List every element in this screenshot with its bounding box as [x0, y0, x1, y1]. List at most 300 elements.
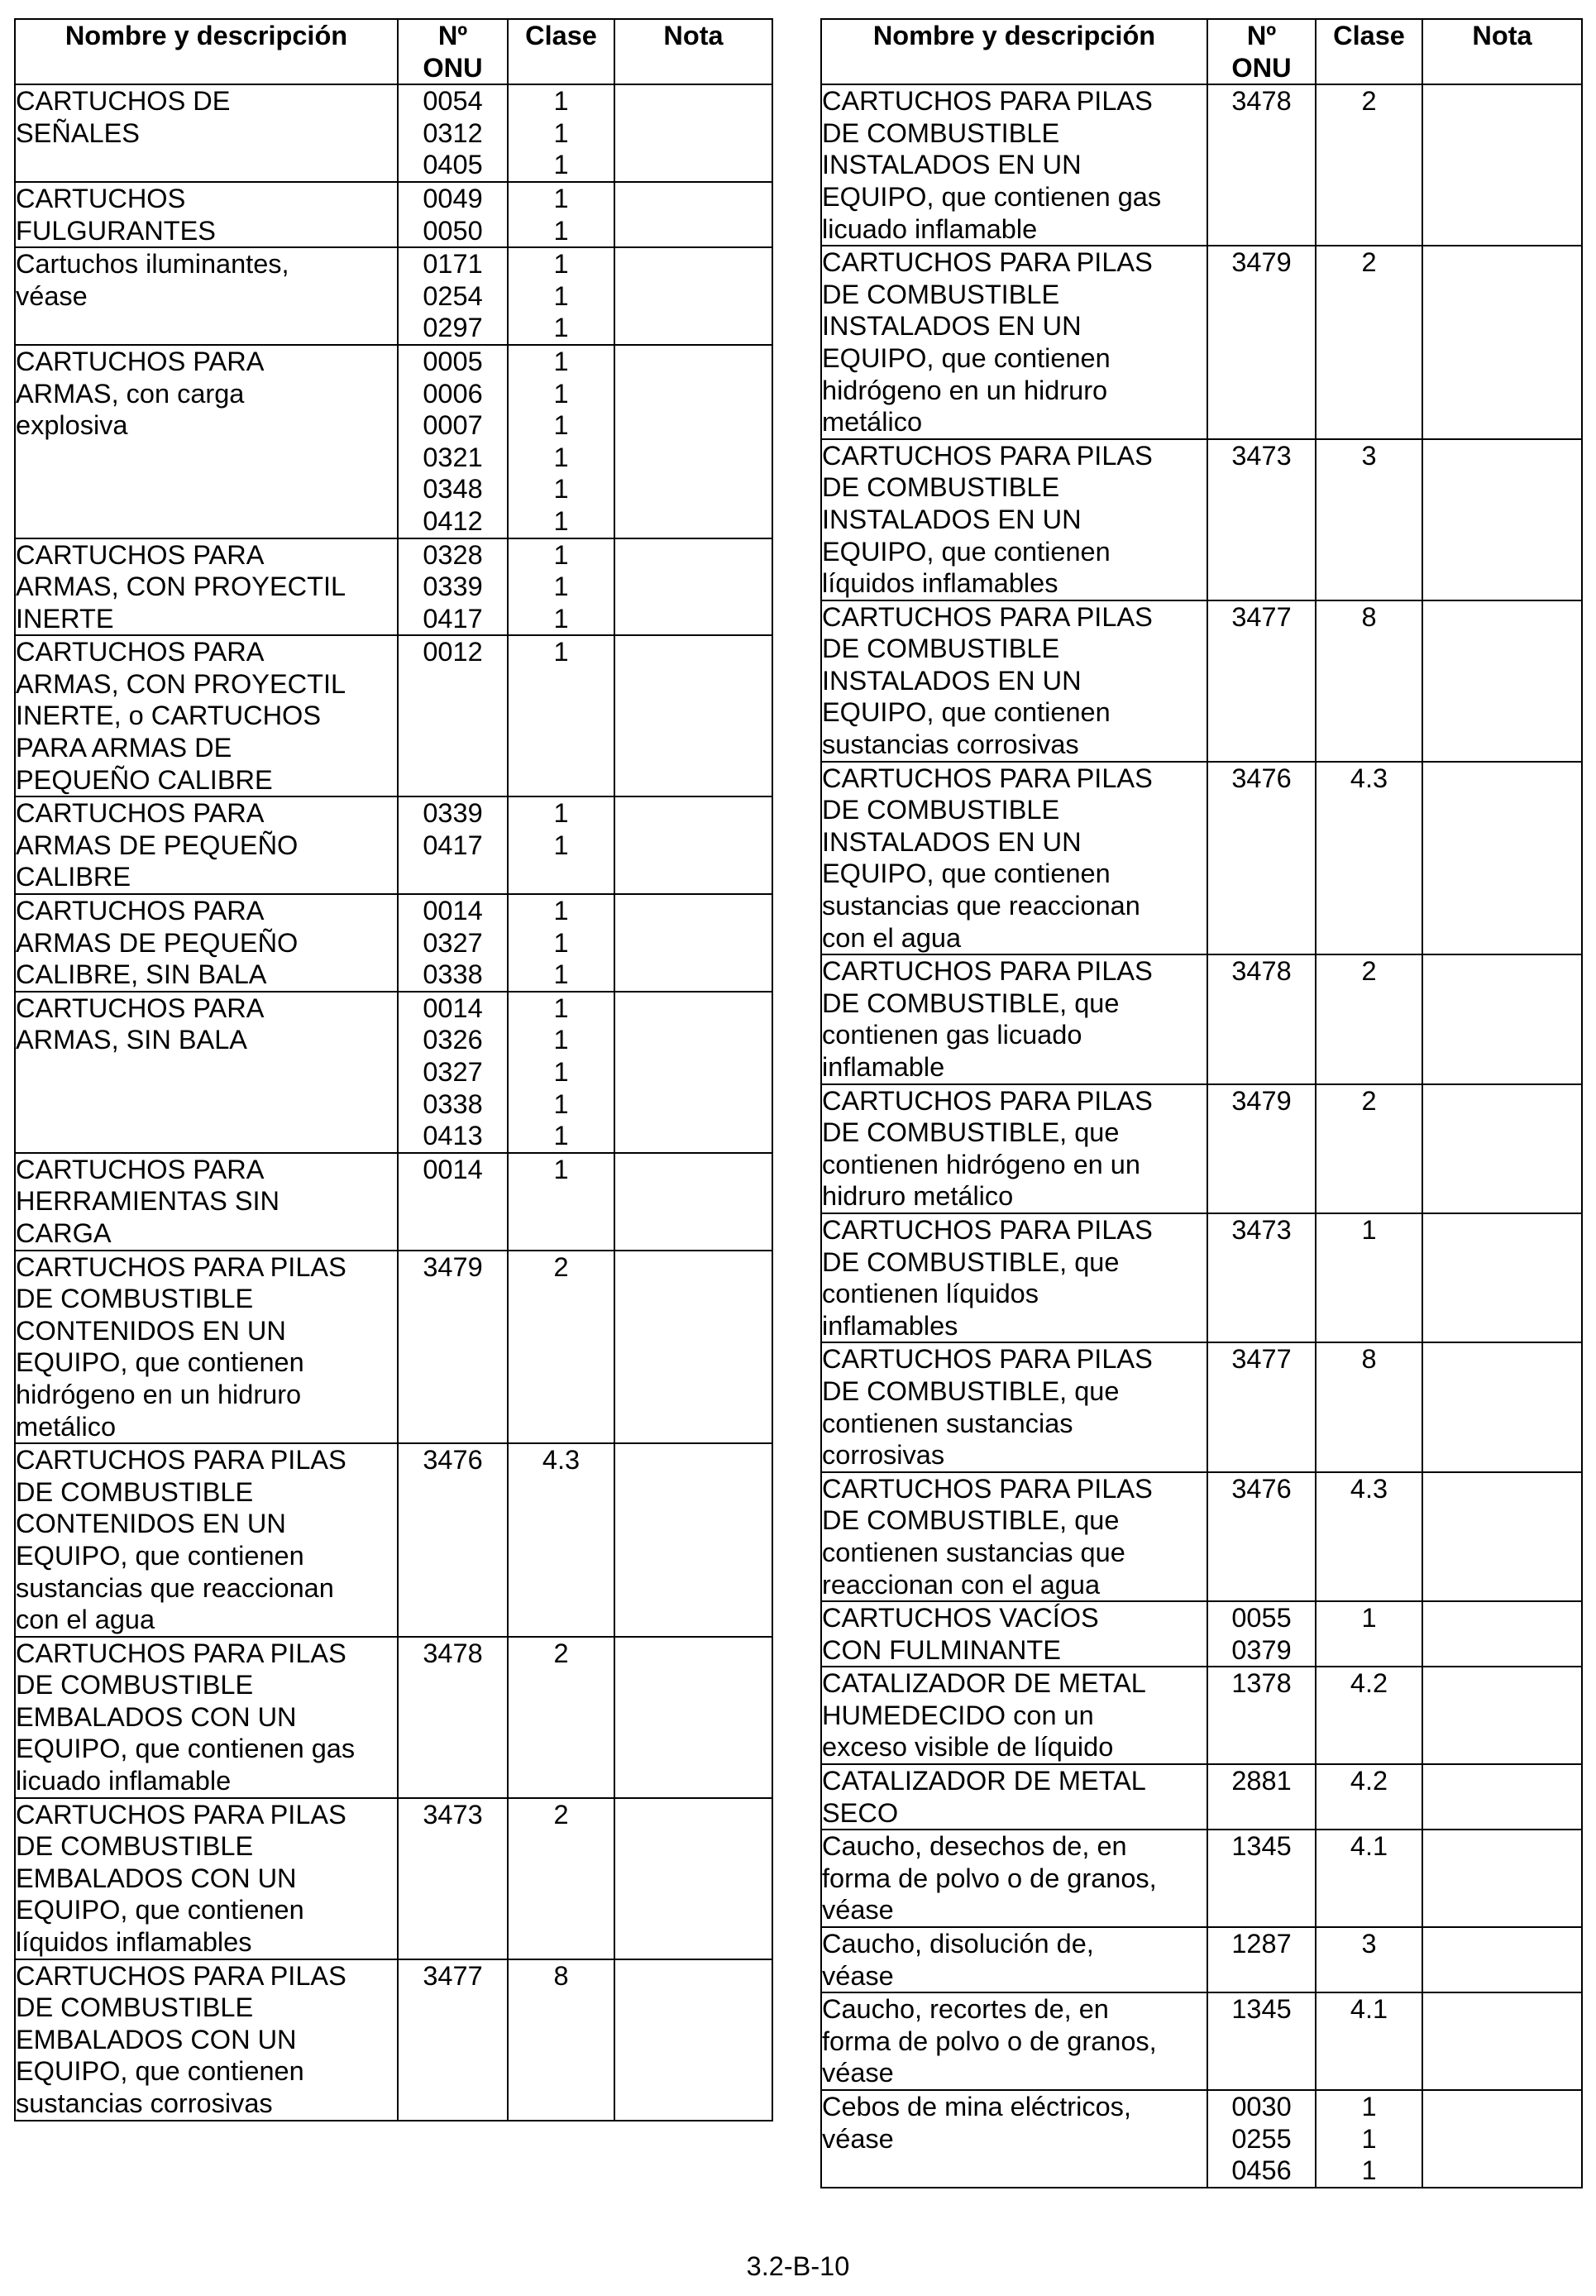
clase-cell	[1316, 1927, 1422, 1992]
name-line: contienen hidrógeno en un	[822, 1149, 1140, 1179]
name-cell	[821, 1667, 1207, 1764]
name-line: CARTUCHOS PARA PILAS	[822, 1214, 1153, 1245]
clase-cell	[508, 247, 614, 345]
name-line: CARTUCHOS PARA PILAS	[16, 1251, 346, 1282]
nota-cell	[1422, 1213, 1582, 1342]
clase-line: 3	[1361, 1929, 1377, 1959]
clase-cell	[1316, 1667, 1422, 1764]
table-row	[821, 439, 1582, 600]
name-line: DE COMBUSTIBLE, que	[822, 988, 1120, 1018]
clase-line: 8	[1361, 1344, 1377, 1375]
table-row	[821, 762, 1582, 955]
onu-line: 0327	[423, 1057, 483, 1087]
name-line: forma de polvo o de granos,	[822, 1863, 1157, 1893]
name-line: CARTUCHOS VACÍOS	[822, 1603, 1099, 1634]
nota-cell	[614, 1637, 772, 1798]
name-line: metálico	[16, 1411, 117, 1442]
clase-cell	[1316, 762, 1422, 955]
onu-cell	[1207, 1084, 1316, 1213]
name-line: contienen gas licuado	[822, 1020, 1082, 1050]
nota-cell	[614, 1153, 772, 1251]
onu-line: 0049	[423, 183, 483, 213]
onu-cell	[1207, 246, 1316, 439]
name-line: CARTUCHOS PARA PILAS	[822, 247, 1153, 278]
clase-line: 2	[553, 1251, 569, 1282]
name-cell	[15, 1637, 398, 1798]
table-row	[821, 600, 1582, 762]
clase-line: 1	[553, 215, 569, 246]
clase-cell	[1316, 954, 1422, 1083]
name-line: CARTUCHOS PARA PILAS	[822, 1473, 1153, 1504]
onu-cell	[1207, 439, 1316, 600]
nota-cell	[1422, 1927, 1582, 1992]
name-line: CARTUCHOS PARA PILAS	[822, 763, 1153, 793]
clase-cell	[1316, 1764, 1422, 1830]
name-cell	[821, 1992, 1207, 2090]
onu-cell	[1207, 1992, 1316, 2090]
clase-line: 1	[553, 280, 569, 311]
name-line: contienen líquidos	[822, 1279, 1039, 1309]
onu-cell	[398, 1637, 508, 1798]
name-line: CARTUCHOS PARA PILAS	[16, 1799, 346, 1830]
table-row	[821, 1764, 1582, 1830]
nota-cell	[1422, 2090, 1582, 2188]
name-line: CARTUCHOS PARA PILAS	[822, 1344, 1153, 1375]
table-row	[15, 1153, 772, 1251]
onu-cell	[1207, 762, 1316, 955]
name-line: DE COMBUSTIBLE, que	[822, 1505, 1120, 1536]
table-row	[821, 1992, 1582, 2090]
nota-cell	[614, 1959, 772, 2121]
header-onu-line1: Nº	[437, 21, 468, 50]
onu-cell	[1207, 84, 1316, 246]
name-cell	[821, 600, 1207, 762]
header-name: Nombre y descripción	[821, 19, 1207, 84]
onu-cell	[398, 1443, 508, 1637]
name-line: ARMAS, con carga	[16, 378, 245, 409]
clase-line: 1	[553, 637, 569, 667]
name-line: EQUIPO, que contienen	[16, 1540, 304, 1571]
name-line: EQUIPO, que contienen	[822, 697, 1111, 728]
clase-line: 1	[553, 603, 569, 634]
table-row	[821, 1601, 1582, 1667]
onu-cell	[398, 992, 508, 1153]
name-cell	[15, 635, 398, 796]
clase-line: 1	[1361, 2155, 1377, 2186]
clase-line: 8	[1361, 601, 1377, 632]
nota-cell	[1422, 1667, 1582, 1764]
clase-line: 1	[553, 505, 569, 536]
name-line: EMBALADOS CON UN	[16, 1701, 297, 1732]
name-line: sustancias corrosivas	[16, 2088, 273, 2118]
onu-line: 0348	[423, 474, 483, 505]
header-onu	[1207, 19, 1316, 84]
onu-line: 3477	[1231, 601, 1292, 632]
name-line: INSTALADOS EN UN	[822, 150, 1082, 180]
name-line: DE COMBUSTIBLE	[16, 1670, 254, 1700]
clase-line: 2	[553, 1638, 569, 1668]
clase-line: 1	[553, 183, 569, 213]
header-clase: Clase	[508, 19, 614, 84]
onu-cell	[398, 796, 508, 894]
clase-line: 4.3	[1350, 763, 1388, 793]
table-row	[821, 1472, 1582, 1601]
onu-cell	[1207, 1830, 1316, 1927]
name-line: licuado inflamable	[16, 1766, 232, 1796]
clase-line: 1	[553, 474, 569, 505]
table-row	[15, 345, 772, 538]
nota-cell	[1422, 246, 1582, 439]
clase-cell	[508, 1798, 614, 1959]
table-row	[15, 1443, 772, 1637]
onu-line: 3477	[423, 1960, 483, 1991]
clase-line: 1	[553, 86, 569, 117]
name-line: INSTALADOS EN UN	[822, 311, 1082, 342]
name-line: DE COMBUSTIBLE, que	[822, 1117, 1120, 1148]
clase-line: 2	[1361, 247, 1377, 278]
name-line: licuado inflamable	[822, 213, 1038, 244]
clase-line: 1	[553, 572, 569, 602]
clase-line: 1	[553, 150, 569, 180]
nota-cell	[1422, 1084, 1582, 1213]
nota-cell	[614, 1251, 772, 1444]
nota-cell	[614, 538, 772, 636]
onu-cell	[1207, 2090, 1316, 2188]
onu-line: 0312	[423, 117, 483, 148]
name-line: sustancias corrosivas	[822, 729, 1079, 760]
header-nota: Nota	[1422, 19, 1582, 84]
onu-cell	[1207, 1472, 1316, 1601]
clase-cell	[508, 1251, 614, 1444]
table-row	[15, 538, 772, 636]
clase-line: 1	[1361, 1603, 1377, 1634]
table-row	[15, 182, 772, 247]
name-line: CARTUCHOS PARA	[16, 637, 265, 667]
name-line: contienen sustancias	[822, 1408, 1073, 1438]
table-row	[15, 992, 772, 1153]
name-line: DE COMBUSTIBLE, que	[822, 1246, 1120, 1277]
clase-line: 1	[553, 959, 569, 990]
name-cell	[821, 1601, 1207, 1667]
header-name: Nombre y descripción	[15, 19, 398, 84]
name-cell	[821, 439, 1207, 600]
nota-cell	[1422, 1342, 1582, 1471]
name-line: véase	[822, 1960, 894, 1991]
clase-cell	[1316, 1213, 1422, 1342]
dangerous-goods-index-table-left	[14, 18, 773, 2121]
table-body-left	[15, 84, 772, 2120]
clase-cell	[508, 1153, 614, 1251]
clase-line: 2	[553, 1799, 569, 1830]
nota-cell	[614, 635, 772, 796]
name-line: INSTALADOS EN UN	[822, 504, 1082, 534]
clase-line: 4.2	[1350, 1766, 1388, 1796]
name-cell	[15, 1798, 398, 1959]
onu-cell	[398, 894, 508, 992]
name-cell	[821, 762, 1207, 955]
onu-line: 0456	[1231, 2155, 1292, 2186]
name-line: ARMAS DE PEQUEÑO	[16, 927, 299, 958]
name-cell	[15, 894, 398, 992]
onu-line: 0417	[423, 830, 483, 860]
name-line: sustancias que reaccionan	[822, 891, 1140, 921]
clase-line: 1	[553, 830, 569, 860]
nota-cell	[1422, 1992, 1582, 2090]
name-line: inflamable	[822, 1052, 945, 1082]
header-clase: Clase	[1316, 19, 1422, 84]
onu-line: 0005	[423, 346, 483, 376]
name-line: Cebos de mina eléctricos,	[822, 2092, 1131, 2121]
nota-cell	[1422, 762, 1582, 955]
name-line: DE COMBUSTIBLE, que	[822, 1375, 1120, 1406]
nota-cell	[1422, 1601, 1582, 1667]
onu-line: 0007	[423, 410, 483, 441]
onu-line: 0006	[423, 378, 483, 409]
name-line: CATALIZADOR DE METAL	[822, 1766, 1146, 1796]
name-line: forma de polvo o de granos,	[822, 2026, 1157, 2056]
table-row	[821, 954, 1582, 1083]
nota-cell	[1422, 600, 1582, 762]
clase-line: 1	[1361, 2123, 1377, 2154]
onu-cell	[398, 635, 508, 796]
nota-cell	[614, 1443, 772, 1637]
page-number: 3.2-B-10	[746, 2251, 850, 2281]
name-line: EQUIPO, que contienen	[822, 859, 1111, 889]
onu-cell	[398, 345, 508, 538]
clase-line: 1	[553, 539, 569, 570]
onu-line: 0014	[423, 1154, 483, 1184]
onu-line: 3473	[1231, 440, 1292, 471]
name-line: EMBALADOS CON UN	[16, 2024, 297, 2054]
name-line: CARTUCHOS PARA PILAS	[16, 1960, 346, 1991]
onu-line: 0339	[423, 572, 483, 602]
name-line: FULGURANTES	[16, 215, 216, 246]
name-line: DE COMBUSTIBLE	[16, 1831, 254, 1862]
clase-line: 4.3	[542, 1445, 581, 1476]
nota-cell	[614, 247, 772, 345]
onu-line: 0338	[423, 959, 483, 990]
clase-line: 8	[553, 1960, 569, 1991]
name-cell	[821, 1764, 1207, 1830]
nota-cell	[1422, 84, 1582, 246]
clase-cell	[1316, 1830, 1422, 1927]
table-row	[821, 1830, 1582, 1927]
nota-cell	[1422, 954, 1582, 1083]
table-row	[15, 1251, 772, 1444]
name-line: EQUIPO, que contienen gas	[822, 181, 1162, 212]
table-row	[15, 796, 772, 894]
nota-cell	[614, 894, 772, 992]
name-line: CARTUCHOS PARA PILAS	[16, 1638, 346, 1668]
onu-line: 0338	[423, 1088, 483, 1119]
header-onu-line2: ONU	[423, 52, 483, 83]
name-line: inflamables	[822, 1310, 958, 1341]
name-line: DE COMBUSTIBLE	[822, 634, 1060, 664]
clase-line: 2	[1361, 86, 1377, 117]
name-line: CARTUCHOS DE	[16, 86, 231, 117]
name-line: CONTENIDOS EN UN	[16, 1509, 286, 1539]
clase-line: 1	[553, 313, 569, 343]
clase-line: 1	[553, 993, 569, 1023]
clase-line: 1	[553, 346, 569, 376]
name-line: Caucho, recortes de, en	[822, 1994, 1109, 2025]
name-cell	[821, 1342, 1207, 1471]
nota-cell	[1422, 439, 1582, 600]
name-line: ARMAS, SIN BALA	[16, 1025, 247, 1055]
onu-line: 1345	[1231, 1994, 1292, 2025]
clase-line: 4.1	[1350, 1994, 1388, 2025]
table-row	[821, 84, 1582, 246]
name-line: metálico	[822, 407, 923, 438]
onu-cell	[398, 1153, 508, 1251]
onu-line: 1378	[1231, 1668, 1292, 1699]
name-cell	[821, 1213, 1207, 1342]
onu-line: 0014	[423, 993, 483, 1023]
table-row	[821, 2090, 1582, 2188]
table-row	[821, 1342, 1582, 1471]
name-line: ARMAS DE PEQUEÑO	[16, 830, 299, 860]
onu-line: 3476	[1231, 763, 1292, 793]
name-cell	[821, 84, 1207, 246]
clase-line: 4.3	[1350, 1473, 1388, 1504]
clase-cell	[508, 84, 614, 182]
onu-cell	[1207, 1213, 1316, 1342]
onu-line: 0339	[423, 798, 483, 829]
name-line: explosiva	[16, 410, 128, 441]
nota-cell	[614, 84, 772, 182]
clase-cell	[1316, 84, 1422, 246]
name-line: EQUIPO, que contienen	[822, 536, 1111, 567]
table-row	[15, 1637, 772, 1798]
name-line: CALIBRE	[16, 862, 131, 892]
clase-cell	[1316, 1472, 1422, 1601]
name-cell	[821, 246, 1207, 439]
clase-cell	[1316, 246, 1422, 439]
onu-line: 0255	[1231, 2123, 1292, 2154]
clase-cell	[508, 345, 614, 538]
name-line: HERRAMIENTAS SIN	[16, 1186, 280, 1217]
clase-line: 1	[553, 1025, 569, 1055]
clase-cell	[508, 1637, 614, 1798]
clase-cell	[508, 1959, 614, 2121]
onu-line: 3479	[1231, 1085, 1292, 1116]
onu-cell	[398, 247, 508, 345]
name-line: corrosivas	[822, 1440, 945, 1471]
clase-line: 1	[553, 117, 569, 148]
name-line: exceso visible de líquido	[822, 1732, 1114, 1763]
nota-cell	[614, 345, 772, 538]
name-line: Caucho, disolución de,	[822, 1929, 1094, 1959]
header-nota: Nota	[614, 19, 772, 84]
name-line: EQUIPO, que contienen	[16, 1347, 304, 1378]
name-cell	[15, 182, 398, 247]
name-line: INSTALADOS EN UN	[822, 665, 1082, 696]
table-row	[15, 1798, 772, 1959]
onu-line: 3479	[423, 1251, 483, 1282]
name-line: hidrógeno en un hidruro	[822, 375, 1108, 405]
nota-cell	[1422, 1764, 1582, 1830]
name-cell	[821, 2090, 1207, 2188]
clase-line: 4.2	[1350, 1668, 1388, 1699]
onu-line: 3478	[1231, 956, 1292, 987]
name-line: DE COMBUSTIBLE	[822, 117, 1060, 148]
onu-line: 0014	[423, 896, 483, 926]
clase-line: 1	[553, 249, 569, 280]
clase-line: 1	[1361, 1214, 1377, 1245]
name-line: DE COMBUSTIBLE	[822, 279, 1060, 309]
table-row	[15, 247, 772, 345]
header-onu-line2: ONU	[1231, 52, 1292, 83]
onu-line: 0379	[1231, 1634, 1292, 1665]
clase-line: 1	[553, 1154, 569, 1184]
clase-line: 1	[553, 410, 569, 441]
name-line: Caucho, desechos de, en	[822, 1831, 1127, 1862]
name-cell	[821, 954, 1207, 1083]
name-line: DE COMBUSTIBLE	[16, 1476, 254, 1507]
clase-cell	[508, 1443, 614, 1637]
name-line: SECO	[822, 1797, 899, 1828]
clase-cell	[1316, 600, 1422, 762]
name-line: CARTUCHOS PARA PILAS	[822, 440, 1153, 471]
clase-line: 2	[1361, 956, 1377, 987]
table-row	[821, 1213, 1582, 1342]
table-body-right	[821, 84, 1582, 2188]
name-line: contienen sustancias que	[822, 1537, 1125, 1567]
onu-line: 1287	[1231, 1929, 1292, 1959]
onu-line: 0405	[423, 150, 483, 180]
name-cell	[15, 538, 398, 636]
onu-cell	[398, 1251, 508, 1444]
clase-line: 1	[553, 927, 569, 958]
clase-line: 4.1	[1350, 1831, 1388, 1862]
table-row	[821, 1084, 1582, 1213]
name-line: DE COMBUSTIBLE	[822, 795, 1060, 825]
clase-line: 1	[553, 798, 569, 829]
name-line: CARTUCHOS PARA PILAS	[822, 1085, 1153, 1116]
name-line: CARTUCHOS PARA	[16, 896, 265, 926]
name-line: sustancias que reaccionan	[16, 1572, 334, 1603]
onu-line: 0413	[423, 1121, 483, 1151]
clase-line: 2	[1361, 1085, 1377, 1116]
clase-cell	[508, 182, 614, 247]
nota-cell	[1422, 1830, 1582, 1927]
onu-line: 1345	[1231, 1831, 1292, 1862]
onu-line: 0171	[423, 249, 483, 280]
onu-cell	[1207, 1927, 1316, 1992]
name-line: CARTUCHOS PARA	[16, 346, 265, 376]
name-line: EQUIPO, que contienen	[16, 1895, 304, 1925]
clase-line: 1	[553, 1088, 569, 1119]
onu-line: 0327	[423, 927, 483, 958]
onu-line: 2881	[1231, 1766, 1292, 1796]
name-line: INSTALADOS EN UN	[822, 826, 1082, 857]
table-row	[15, 84, 772, 182]
name-line: DE COMBUSTIBLE	[822, 472, 1060, 503]
name-line: CARTUCHOS PARA	[16, 798, 265, 829]
onu-line: 0297	[423, 313, 483, 343]
name-cell	[15, 1443, 398, 1637]
table-row	[15, 1959, 772, 2121]
name-line: CONTENIDOS EN UN	[16, 1315, 286, 1346]
onu-line: 0055	[1231, 1603, 1292, 1634]
onu-line: 3478	[1231, 86, 1292, 117]
onu-cell	[1207, 954, 1316, 1083]
table-header-row	[15, 19, 772, 84]
name-line: ARMAS, CON PROYECTIL	[16, 668, 346, 699]
name-line: CARTUCHOS PARA PILAS	[822, 956, 1153, 987]
nota-cell	[614, 182, 772, 247]
onu-cell	[1207, 1667, 1316, 1764]
